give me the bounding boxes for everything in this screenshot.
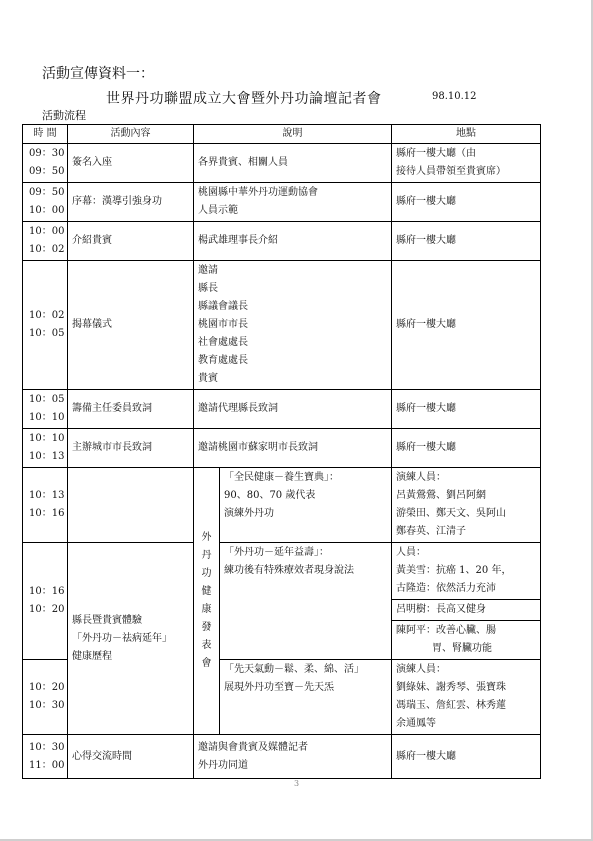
time-cell: 10：13 10：16 — [23, 468, 68, 543]
table-row — [23, 390, 541, 429]
location-cell: 縣府一樓大廳 — [392, 183, 541, 222]
activity-cell: 介紹貴賓 — [68, 222, 194, 261]
table-row — [23, 144, 541, 183]
location-cell: 演練人員： 呂黃鶯鶯、劉呂阿網 游榮田、鄭天文、吳阿山 鄭春英、江清子 — [392, 468, 541, 543]
description-cell: 「全民健康－養生寶典」： 90、80、70 歲代表 演練外丹功 — [220, 468, 392, 543]
location-cell: 縣府一樓大廳 — [392, 261, 541, 390]
description-cell: 桃園縣中華外丹功運動協會 人員示範 — [194, 183, 392, 222]
table-row — [23, 261, 541, 390]
time-cell: 10：00 10：02 — [23, 222, 68, 261]
description-cell: 各界貴賓、相關人員 — [194, 144, 392, 183]
activity-cell — [68, 468, 194, 543]
activity-cell: 序幕：漢導引強身功 — [68, 183, 194, 222]
location-cell: 縣府一樓大廳 — [392, 735, 541, 779]
time-cell: 10：02 10：05 — [23, 261, 68, 390]
schedule-table — [22, 124, 541, 779]
activity-cell: 心得交流時間 — [68, 735, 194, 779]
schedule-table-wrap — [22, 124, 540, 779]
time-cell: 09：50 10：00 — [23, 183, 68, 222]
location-cell: 演練人員： 劉綠妹、謝秀琴、張寶珠 馮瑞玉、詹紅雲、林秀蓮 余通鳳等 — [392, 660, 541, 735]
header-activity: 活動內容 — [68, 125, 194, 144]
flow-label: 活動流程 — [42, 109, 86, 122]
location-cell: 呂明樹：長高又健身 — [392, 600, 541, 621]
activity-cell: 縣長暨貴賓體驗 「外丹功－祛病延年」 健康歷程 — [68, 543, 194, 735]
event-title: 世界丹功聯盟成立大會暨外丹功論壇記者會 — [106, 91, 382, 107]
time-cell: 10：16 10：20 — [23, 543, 68, 660]
location-cell: 陳阿平：改善心臟、腸 胃、腎臟功能 — [392, 621, 541, 660]
activity-cell: 主辦城市市長致詞 — [68, 429, 194, 468]
page-number: 3 — [293, 779, 300, 788]
activity-cell: 簽名入座 — [68, 144, 194, 183]
location-cell: 縣府一樓大廳 — [392, 222, 541, 261]
vertical-title-cell: 外 丹 功 健 康 發 表 會 — [194, 468, 220, 735]
location-cell: 縣府一樓大廳 — [392, 390, 541, 429]
document-title: 活動宣傳資料一： — [42, 66, 154, 82]
location-cell: 縣府一樓大廳（由 接待人員帶領至貴賓席） — [392, 144, 541, 183]
table-row — [23, 183, 541, 222]
location-cell: 縣府一樓大廳 — [392, 429, 541, 468]
description-cell: 「先天氣動－鬆、柔、綿、活」 展現外丹功至寶－先天炁 — [220, 660, 392, 735]
header-time: 時 間 — [23, 125, 68, 144]
description-cell: 邀請與會貴賓及媒體記者 外丹功同道 — [194, 735, 392, 779]
description-cell: 邀請代理縣長致詞 — [194, 390, 392, 429]
location-cell: 人員： 黃美雪：抗癌 1、20 年， 古隆造：依然活力充沛 — [392, 543, 541, 600]
table-row — [23, 735, 541, 779]
table-row — [23, 543, 541, 600]
time-cell: 10：10 10：13 — [23, 429, 68, 468]
description-cell: 邀請桃園市蘇家明市長致詞 — [194, 429, 392, 468]
table-row — [23, 468, 541, 543]
description-cell: 邀請 縣長 縣議會議長 桃園市市長 社會處處長 教育處處長 貴賓 — [194, 261, 392, 390]
table-header-row — [23, 125, 541, 144]
time-cell: 10：30 11：00 — [23, 735, 68, 779]
time-cell: 09：30 09：50 — [23, 144, 68, 183]
activity-cell: 籌備主任委員致詞 — [68, 390, 194, 429]
activity-cell: 揭幕儀式 — [68, 261, 194, 390]
time-cell: 10：20 10：30 — [23, 660, 68, 735]
header-description: 說明 — [194, 125, 392, 144]
table-row — [23, 222, 541, 261]
event-date: 98.10.12 — [432, 91, 477, 102]
time-cell: 10：05 10：10 — [23, 390, 68, 429]
description-cell: 「外丹功－延年益壽」： 練功後有特殊療效者現身說法 — [220, 543, 392, 660]
table-row — [23, 429, 541, 468]
description-cell: 楊武雄理事長介紹 — [194, 222, 392, 261]
header-location: 地點 — [392, 125, 541, 144]
